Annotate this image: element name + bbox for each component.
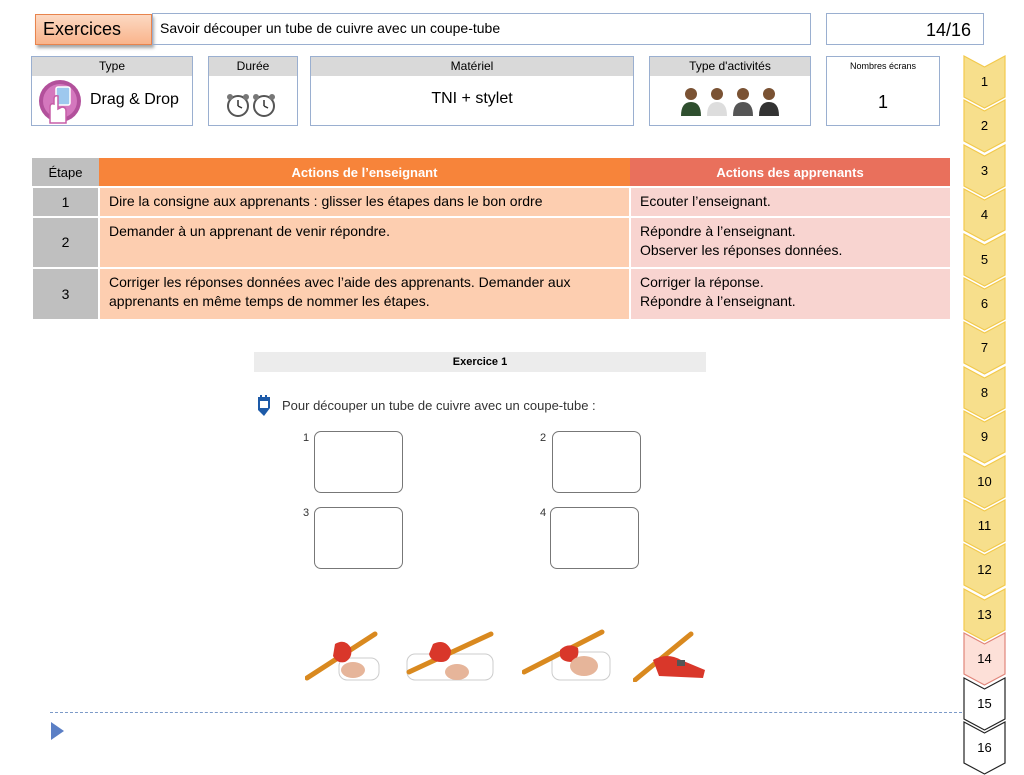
nav-item-label: 10 xyxy=(977,473,992,489)
row-learners xyxy=(630,217,950,268)
info-duree-label: Durée xyxy=(209,57,297,76)
nav-item-16[interactable] xyxy=(963,721,1006,775)
row-learners-line: Répondre à l’enseignant. xyxy=(640,223,796,239)
info-ecrans-box xyxy=(826,56,940,126)
pencil-note-icon xyxy=(256,394,276,423)
drop-slot-4[interactable] xyxy=(550,507,639,569)
table-row xyxy=(32,217,950,268)
row-teacher: Demander à un apprenant de venir répondre. xyxy=(99,217,630,268)
drop-slot-number: 1 xyxy=(303,432,310,444)
info-type-value: Drag & Drop xyxy=(90,91,179,108)
touch-hand-icon xyxy=(36,79,84,130)
row-learners: Ecouter l’enseignant. xyxy=(630,187,950,217)
row-step: 2 xyxy=(32,217,99,268)
nav-item-label: 7 xyxy=(980,340,989,356)
info-ecrans-label: Nombres écrans xyxy=(827,57,939,76)
drop-slot-2[interactable] xyxy=(552,431,641,493)
draggable-step-image[interactable] xyxy=(633,630,709,682)
nav-item-label: 2 xyxy=(980,118,989,134)
people-group-icon xyxy=(680,86,784,121)
nav-item-label: 8 xyxy=(980,384,989,400)
drop-slot-number: 2 xyxy=(540,432,547,444)
alarm-clock-icon xyxy=(251,92,277,123)
info-activites-label: Type d'activités xyxy=(650,57,810,76)
row-learners-line: Corriger la réponse. xyxy=(640,274,764,290)
page-counter: 14/16 xyxy=(826,13,984,45)
info-materiel-label: Matériel xyxy=(311,57,633,76)
draggable-step-image[interactable] xyxy=(405,630,495,682)
alarm-clock-icon xyxy=(225,92,251,123)
info-ecrans-value: 1 xyxy=(877,92,888,112)
bottom-separator xyxy=(50,712,962,713)
row-step: 3 xyxy=(32,268,99,319)
row-teacher: Dire la consigne aux apprenants : glisser les étapes dans le bon ordre xyxy=(99,187,630,217)
nav-item-label: 6 xyxy=(980,296,989,311)
nav-item-label: 4 xyxy=(980,207,989,223)
drop-slot-number: 4 xyxy=(540,507,547,519)
nav-item-label: 9 xyxy=(980,429,989,445)
nav-item-label: 11 xyxy=(977,518,992,533)
exercise-title: Exercice 1 xyxy=(254,352,706,372)
drop-slot-1[interactable] xyxy=(314,431,403,493)
info-type-label: Type xyxy=(32,57,192,76)
info-materiel-box xyxy=(310,56,634,126)
row-learners-line: Répondre à l’enseignant. xyxy=(640,293,796,309)
info-activites-box xyxy=(649,56,811,126)
nav-item-label: 5 xyxy=(980,251,989,267)
draggable-step-image[interactable] xyxy=(305,630,381,682)
nav-item-label: 16 xyxy=(977,740,992,755)
exercise-instruction: Pour découper un tube de cuivre avec un coupe-tube : xyxy=(282,398,596,413)
header-step: Étape xyxy=(32,158,99,187)
header-teacher: Actions de l’enseignant xyxy=(99,158,630,187)
info-materiel-value: TNI + stylet xyxy=(431,90,513,107)
nav-item-label: 3 xyxy=(980,162,989,178)
row-teacher: Corriger les réponses données avec l’aide des apprenants. Demander aux apprenants en même temps de nommer les étapes. xyxy=(99,268,630,319)
info-duree-box xyxy=(208,56,298,126)
info-type-box xyxy=(31,56,193,126)
drop-slot-number: 3 xyxy=(303,507,310,519)
play-arrow-icon[interactable] xyxy=(51,722,64,745)
nav-item-label: 13 xyxy=(977,606,992,622)
row-learners xyxy=(630,268,950,319)
nav-item-label: 1 xyxy=(980,74,989,89)
page-title: Savoir découper un tube de cuivre avec un coupe-tube xyxy=(152,13,811,45)
table-row xyxy=(32,187,950,217)
header-learners: Actions des apprenants xyxy=(630,158,950,187)
row-learners-line: Observer les réponses données. xyxy=(640,242,843,258)
draggable-step-image[interactable] xyxy=(522,628,612,682)
steps-table xyxy=(31,158,950,319)
table-header-row xyxy=(32,158,950,187)
nav-item-label: 12 xyxy=(977,562,992,578)
row-step: 1 xyxy=(32,187,99,217)
nav-item-label: 15 xyxy=(977,695,992,711)
nav-item-label: 14 xyxy=(977,651,992,667)
table-row xyxy=(32,268,950,319)
drop-slot-3[interactable] xyxy=(314,507,403,569)
section-tab-exercices[interactable]: Exercices xyxy=(35,14,152,45)
